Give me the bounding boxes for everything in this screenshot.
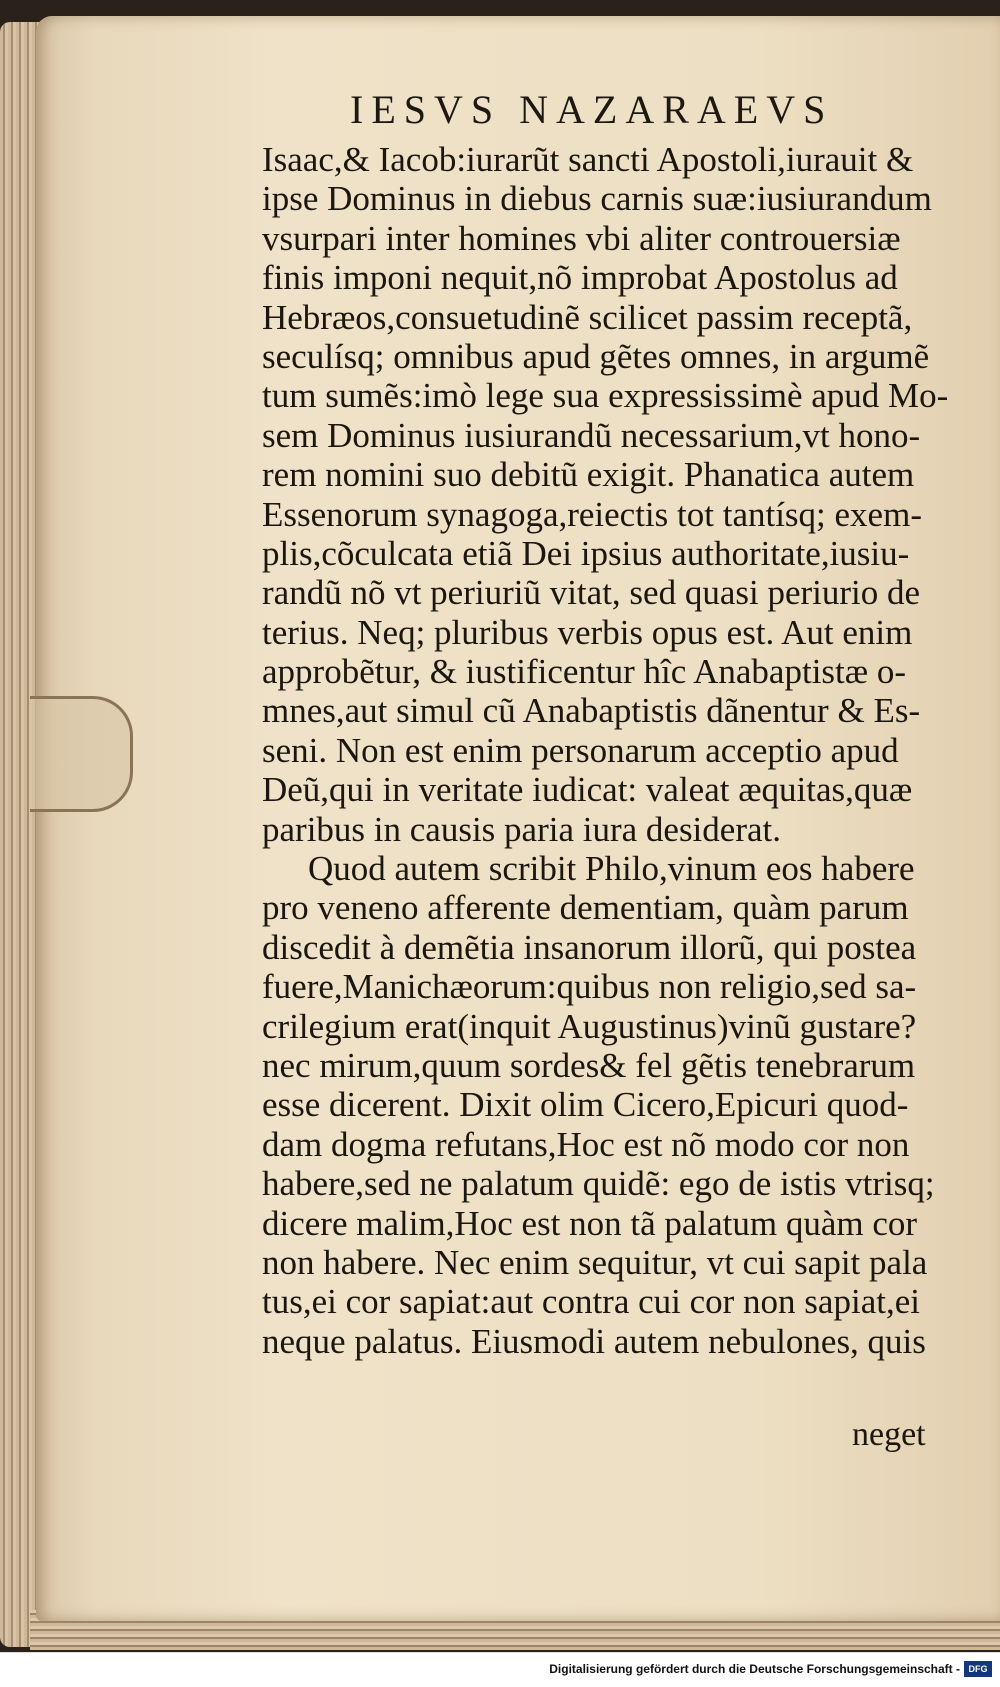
text-line: non habere. Nec enim sequitur, vt cui sapit pala <box>262 1242 928 1282</box>
text-line: Essenorum synagoga,reiectis tot tantísq; exem- <box>262 494 922 534</box>
text-line: fuere,Manichæorum:quibus non religio,sed sa- <box>262 967 917 1007</box>
text-line: nec mirum,quum sordes& fel gẽtis tenebrarum <box>262 1045 916 1085</box>
catchword: neget <box>852 1416 926 1453</box>
text-line: terius. Neq; pluribus verbis opus est. Aut enim <box>262 612 913 652</box>
dfg-logo-icon: DFG <box>964 1661 992 1677</box>
text-line: finis imponi nequit,nõ improbat Apostolus ad <box>262 258 898 298</box>
text-line: ipse Dominus in diebus carnis suæ:iusiurandum <box>262 179 932 219</box>
text-line: discedit à demẽtia insanorum illorũ, qui postea <box>262 927 917 967</box>
text-line: rem nomini suo debitũ exigit. Phanatica autem <box>262 455 915 495</box>
text-line: crilegium erat(inquit Augustinus)vinũ gustare? <box>262 1006 917 1046</box>
text-line: Isaac,& Iacob:iurarũt sancti Apostoli,iurauit & <box>262 140 914 179</box>
text-line: vsurpari inter homines vbi aliter controuersiæ <box>262 218 901 258</box>
text-line: esse dicerent. Dixit olim Cicero,Epicuri quod- <box>262 1085 909 1125</box>
text-line: pro veneno afferente dementiam, quàm parum <box>262 888 909 928</box>
text-line: neque palatus. Eiusmodi autem nebulones, quis <box>262 1321 926 1361</box>
funding-note: Digitalisierung gefördert durch die Deutsche Forschungsgemeinschaft - <box>549 1662 960 1676</box>
text-line: habere,sed ne palatum quidẽ: ego de istis vtrisq; <box>262 1164 935 1204</box>
text-line: dam dogma refutans,Hoc est nõ modo cor non <box>262 1124 910 1164</box>
body-text <box>262 140 949 1361</box>
digitization-footer <box>0 1652 1000 1687</box>
text-line: dicere malim,Hoc est non tã palatum quàm cor <box>262 1203 918 1243</box>
book-clasp <box>30 696 133 812</box>
text-line: seculísq; omnibus apud gẽtes omnes, in argumẽ <box>262 336 930 376</box>
text-line: seni. Non est enim personarum acceptio apud <box>262 730 899 770</box>
text-line: approbẽtur, & iustificentur hîc Anabaptistæ o- <box>262 652 907 692</box>
text-line: tus,ei cor sapiat:aut contra cui cor non sapiat,ei <box>262 1282 920 1322</box>
text-line: Hebræos,consuetudinẽ scilicet passim receptã, <box>262 297 913 337</box>
text-line: Quod autem scribit Philo,vinum eos habere <box>308 849 915 889</box>
text-line: sem Dominus iusiurandũ necessarium,vt hono- <box>262 415 921 455</box>
text-line: plis,cõculcata etiã Dei ipsius authoritate,iusiu- <box>262 533 910 573</box>
text-line: tum sumẽs:imò lege sua expressissimè apud Mo- <box>262 376 949 416</box>
running-header: IESVS NAZARAEVS <box>350 87 834 132</box>
text-line: mnes,aut simul cũ Anabaptistis dãnentur & Es- <box>262 691 921 731</box>
text-line: randũ nõ vt periuriũ vitat, sed quasi periurio de <box>262 573 921 613</box>
text-line: paribus in causis paria iura desiderat. <box>262 809 781 849</box>
text-line: Deũ,qui in veritate iudicat: valeat æquitas,quæ <box>262 770 913 810</box>
